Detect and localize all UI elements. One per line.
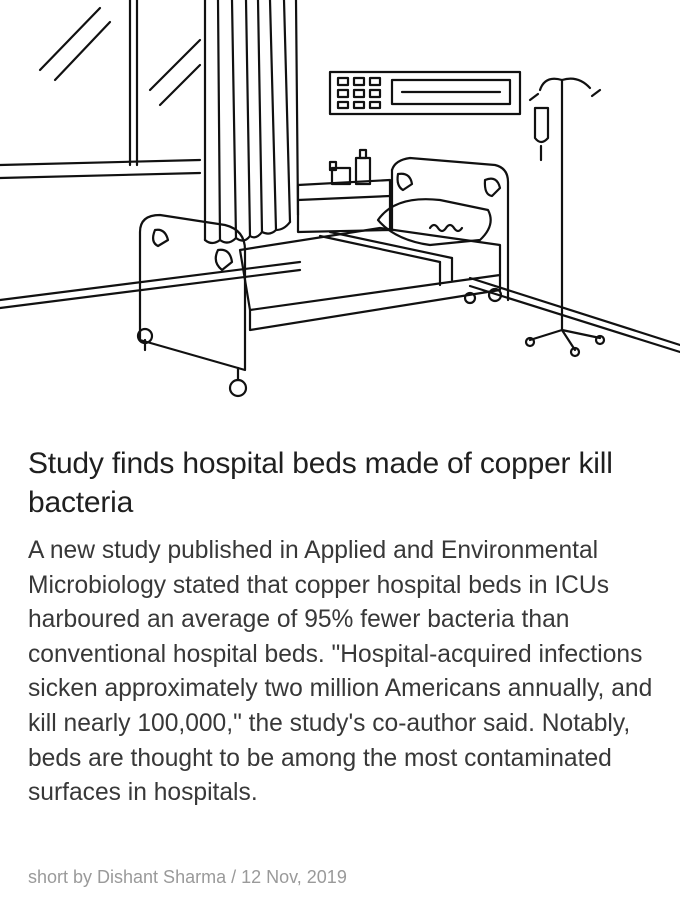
nightstand-icon — [298, 150, 390, 232]
bed-footboard-icon — [140, 215, 245, 380]
bed-frame-icon — [240, 228, 500, 330]
bed-headboard-icon — [392, 158, 508, 300]
window-icon — [0, 0, 200, 178]
article-byline[interactable]: short by Dishant Sharma / 12 Nov, 2019 — [28, 867, 347, 887]
bed-wheels-icon — [138, 289, 501, 396]
article-title: Study finds hospital beds made of copper kill bacteria — [28, 447, 613, 519]
wall-panel-icon — [330, 72, 520, 114]
article-body: A new study published in Applied and Environmental Microbiology stated that copper hospital beds in ICUs harboured an average of 95% fewer bacteria than conventional hospital beds. "Hospital-acquired infections sicken approximately two million Americans annually, and kill nearly 100,000," the study's co-author said. Notably, beds are thought to be among the most contaminated surfaces in hospitals. — [28, 537, 653, 807]
pillow-icon — [378, 199, 491, 245]
hospital-room-illustration — [0, 0, 680, 420]
curtain-icon — [205, 0, 298, 243]
iv-stand-icon — [526, 79, 604, 356]
